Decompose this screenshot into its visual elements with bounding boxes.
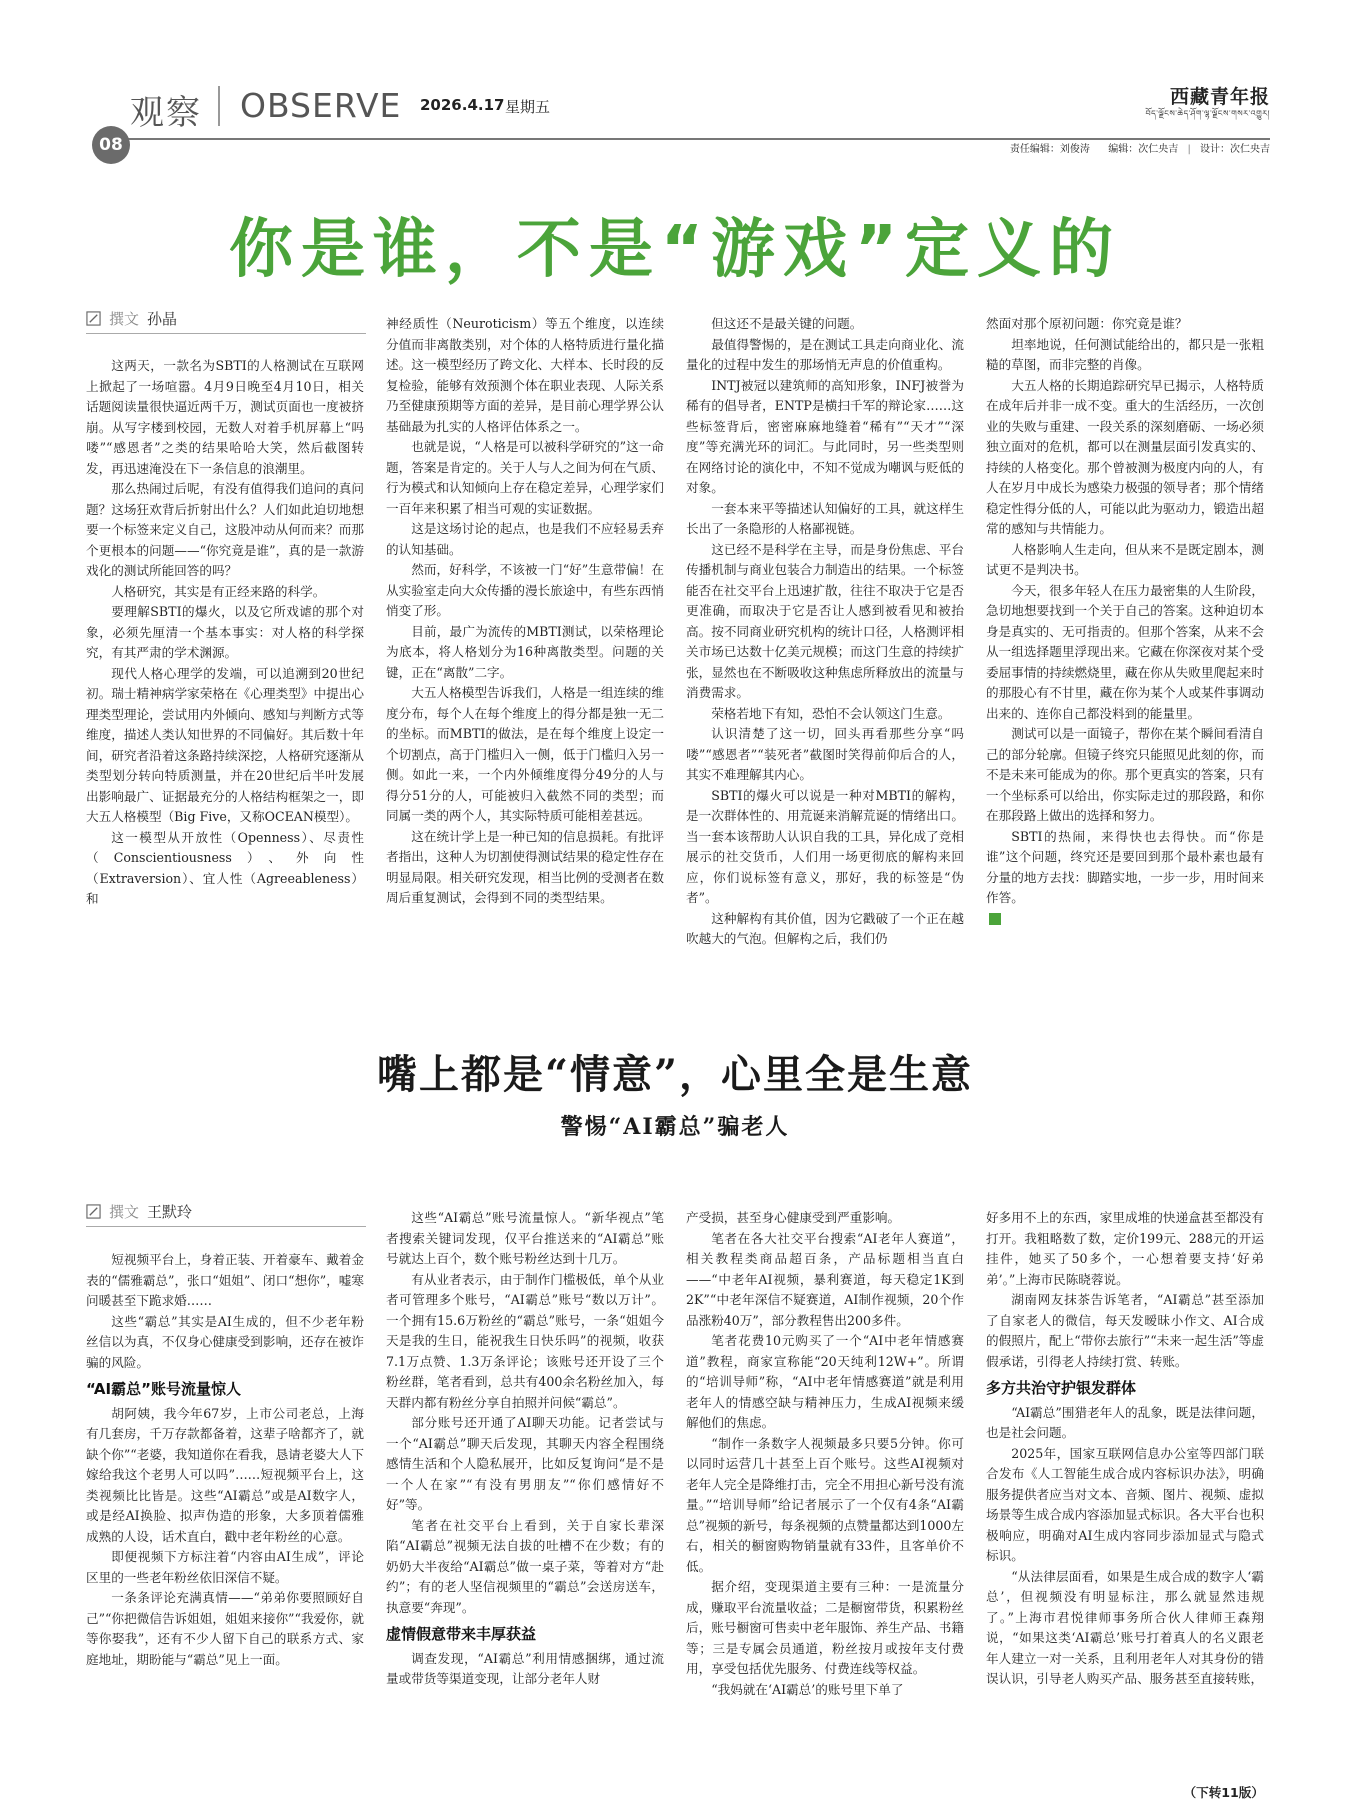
article1-author: 孙晶 (147, 310, 178, 328)
paragraph: 笔者花费10元购买了一个“AI中老年情感赛道”教程，商家宣称能“20天纯利12W+”。所谓的“培训导师”称，“AI中老年情感赛道”就是利用老年人的情感空缺与精神压力，生成AI视频来缓解他们的焦虑。 (686, 1333, 964, 1430)
article1-column-3 (686, 314, 964, 950)
paragraph: 这已经不是科学在主导，而是身份焦虑、平台传播机制与商业包装合力制造出的结果。一个标签能否在社交平台上迅速扩散，往往不取决于它是否更准确，而取决于它是否让人感到被看见和被抬高。按不同商业研究机构的统计口径，人格测评相关市场已达数十亿美元规模；而这门生意的持续扩张，显然也在不断吸收这种焦虑所释放出的流量与消费需求。 (686, 541, 964, 700)
section-divider (218, 86, 220, 126)
paragraph: 这些“AI霸总”账号流量惊人。“新华视点”笔者搜索关键词发现，仅平台推送来的“AI霸总”账号就达上百个，数个账号粉丝达到十几万。 (386, 1210, 664, 1266)
paragraph: 最值得警惕的，是在测试工具走向商业化、流量化的过程中发生的那场悄无声息的价值重构。 (686, 336, 964, 372)
paragraph: 要理解SBTI的爆火，以及它所戏谑的那个对象，必须先厘清一个基本事实：对人格的科学探究，有其严肃的学术渊源。 (86, 604, 364, 660)
end-mark-icon (989, 913, 1001, 925)
paragraph: 据介绍，变现渠道主要有三种：一是流量分成，赚取平台流量收益；二是橱窗带货，积累粉丝后，账号橱窗可售卖中老年服饰、养生产品、书籍等；三是专属会员通道，粉丝按月或按年支付费用，享受包括优先服务、付费连线等权益。 (686, 1579, 964, 1676)
paragraph: 这是这场讨论的起点，也是我们不应轻易丢弃的认知基础。 (386, 521, 664, 557)
paragraph: 荣格若地下有知，恐怕不会认领这门生意。 (711, 705, 951, 721)
editor-credits: 责任编辑：刘俊涛 编辑：次仁央吉 | 设计：次仁央吉 (1009, 144, 1270, 155)
byline-rule (86, 1226, 366, 1227)
paragraph: 神经质性（Neuroticism）等五个维度，以连续分值而非离散类别，对个体的人格特质进行量化描述。这一模型经历了跨文化、大样本、长时段的反复检验，能够有效预测个体在职业表现、人际关系乃至健康预期等方面的差异，是目前心理学界公认基础最为扎实的人格评估体系之一。 (386, 316, 664, 434)
section-name-en: OBSERVE (240, 86, 402, 125)
article2-column-2 (386, 1208, 664, 1690)
paragraph: 大五人格的长期追踪研究早已揭示，人格特质在成年后并非一成不变。重大的生活经历，一次创业的失败与重建、一段关系的深刻磨砺、一场必须独立面对的危机，都可以在测量层面引发真实的、持续的人格变化。那个曾被测为极度内向的人，有人在岁月中成长为感染力极强的领导者；那个情绪稳定性得分低的人，可能以此为驱动力，锻造出超常的感知与共情能力。 (986, 377, 1264, 536)
paragraph: 然而，好科学，不该被一门“好”生意带偏！在从实验室走向大众传播的漫长旅途中，有些东西悄悄变了形。 (386, 562, 664, 618)
paragraph: INTJ被冠以建筑师的高知形象，INFJ被誉为稀有的倡导者，ENTP是横扫千军的辩论家……这些标签背后，密密麻麻地缝着“稀有”“天才”“深度”等充满光环的词汇。与此同时，另一些类型则在网络讨论的演化中，不知不觉成为嘲讽与贬低的对象。 (686, 377, 964, 495)
paragraph: 那么热闹过后呢，有没有值得我们追问的真问题？这场狂欢背后折射出什么？人们如此迫切地想要一个标签来定义自己，这股冲动从何而来？而那个更根本的问题——“你究竟是谁”，真的是一款游戏化的测试所能回答的吗？ (86, 481, 364, 578)
paragraph: 部分账号还开通了AI聊天功能。记者尝试与一个“AI霸总”聊天后发现，其聊天内容全程围绕感情生活和个人隐私展开，比如反复询问“是不是一个人在家”“有没有男朋友”“你们感情好不好”等。 (386, 1415, 664, 1512)
article1-headline: 你是谁，不是“游戏”定义的 (228, 213, 1122, 287)
paragraph: 一条条评论充满真情——“弟弟你要照顾好自己”“你把微信告诉姐姐，姐姐来接你”“我爱你，就等你娶我”，还有不少人留下自己的联系方式、家庭地址，期盼能与“霸总”见上一面。 (86, 1590, 364, 1667)
article2-column-3 (686, 1208, 964, 1700)
article2-headline: 嘴上都是“情意”，心里全是生意 (376, 1051, 973, 1098)
section-name-cn: 观察 (130, 93, 202, 133)
paragraph: 人格影响人生走向，但从来不是既定剧本，测试更不是判决书。 (986, 541, 1264, 577)
paragraph: “AI霸总”围猎老年人的乱象，既是法律问题，也是社会问题。 (986, 1404, 1264, 1440)
page-number-badge: 08 (92, 126, 130, 164)
byline-rule (86, 333, 366, 334)
paragraph: 短视频平台上，身着正装、开着豪车、戴着金表的“儒雅霸总”，张口“姐姐”、闭口“想你”，嘘寒问暖甚至下跪求婚…… (86, 1252, 364, 1308)
editor-name: 刘俊涛 (1059, 144, 1090, 155)
paragraph: 这两天，一款名为SBTI的人格测试在互联网上掀起了一场喧嚣。4月9日晚至4月10日，相关话题阅读量很快逼近两千万，测试页面也一度被挤崩。从写字楼到校园，无数人对着手机屏幕上“吗喽”“感恩者”之类的结果哈哈大笑，然后截图转发，再迅速淹没在下一条信息的浪潮里。 (86, 358, 364, 476)
subheading: 多方共治守护银发群体 (986, 1379, 1137, 1397)
designer-name: 次仁央吉 (1230, 144, 1270, 155)
paragraph: 产受损，甚至身心健康受到严重影响。 (686, 1210, 901, 1225)
paragraph: 这一模型从开放性（Openness）、尽责性（Conscientiousness）、外向性（Extraversion）、宜人性（Agreeableness）和 (86, 829, 364, 906)
copy-editor-name: 次仁央吉 (1138, 144, 1179, 155)
paragraph: 湖南网友抹茶告诉笔者，“AI霸总”甚至添加了自家老人的微信，每天发暧昧小作文、AI合成的假照片，配上“带你去旅行”“未来一起生活”等虚假承诺，引得老人持续打赏、转账。 (986, 1292, 1264, 1369)
paragraph: 笔者在社交平台上看到，关于自家长辈深陷“AI霸总”视频无法自拔的吐槽不在少数；有的奶奶大半夜给“AI霸总”做一桌子菜，等着对方“赴约”；有的老人坚信视频里的“霸总”会送房送车，执意要“奔现”。 (386, 1517, 664, 1615)
paragraph: 这些“霸总”其实是AI生成的，但不少老年粉丝信以为真，不仅身心健康受到影响，还存在被诈骗的风险。 (86, 1313, 364, 1370)
paragraph: SBTI的热闹，来得快也去得快。而“你是谁”这个问题，终究还是要回到那个最朴素也最有分量的地方去找：脚踏实地，一步一步，用时间来作答。 (986, 828, 1264, 905)
paragraph: “制作一条数字人视频最多只要5分钟。你可以同时运营几十甚至上百个账号。这些AI视频对老年人完全是降维打击，完全不用担心新号没有流量。”“培训导师”给记者展示了一个仅有4条“AI霸总”视频的新号，每条视频的点赞量都达到1000左右，相关的橱窗购物销量就有33件，且客单价不低。 (686, 1435, 964, 1574)
subheading: 虚情假意带来丰厚获益 (386, 1625, 537, 1643)
paragraph: 但这还不是最关键的问题。 (711, 316, 863, 331)
subheading: “AI霸总”账号流量惊人 (86, 1380, 241, 1398)
paragraph: 即便视频下方标注着“内容由AI生成”，评论区里的一些老年粉丝依旧深信不疑。 (86, 1549, 364, 1585)
paragraph: 大五人格模型告诉我们，人格是一组连续的维度分布，每个人在每个维度上的得分都是独一无二的坐标。而MBTI的做法，是在每个维度上设定一个切割点，高于门槛归入一侧，低于门槛归入另一侧。如此一来，一个内外倾维度得分49分的人与得分51分的人，可能被归入截然不同的类型；而同属一类的两个人，其实际特质可能相差甚远。 (386, 685, 664, 823)
paragraph: 今天，很多年轻人在压力最密集的人生阶段，急切地想要找到一个关于自己的答案。这种迫切本身是真实的、无可指责的。但那个答案，从来不会从一组选择题里浮现出来。它藏在你深夜对某个受委屈事情的持续燃烧里，藏在你从失败里爬起来时的那股心有不甘里，藏在你为某个人或某件事调动出来的、连你自己都没料到的能量里。 (986, 582, 1264, 721)
continued-note: （下转11版） (1183, 1785, 1264, 1800)
byline-label: 撰文 (109, 1203, 140, 1221)
paragraph: 调查发现，“AI霸总”利用情感捆绑，通过流量或带货等渠道变现，让部分老年人财 (386, 1650, 664, 1686)
pen-icon (86, 1204, 101, 1219)
paragraph: 认识清楚了这一切，回头再看那些分享“吗喽”“感恩者”“装死者”截图时笑得前仰后合的人，其实不难理解其内心。 (686, 726, 964, 782)
paragraph: “从法律层面看，如果是生成合成的数字人‘霸总’，但视频没有明显标注，那么就显然违规了。”上海市君悦律师事务所合伙人律师王森翔说，“如果这类‘AI霸总’账号打着真人的名义跟老年人建立一对一关系，且利用老年人对其身份的错误认识，引导老人购买产品、服务甚至直接转账， (986, 1568, 1264, 1686)
issue-date: 2026.4.17 (420, 96, 505, 114)
masthead-tibetan: བོད་ལྗོངས་ཆེད་ཤོག་ལྷ་ལྗོངས་གསར་འགྱུར། (1145, 109, 1270, 118)
article1-column-4 (986, 314, 1264, 929)
article2-column-4 (986, 1208, 1264, 1690)
article1-byline (86, 308, 177, 329)
paragraph: 坦率地说，任何测试能给出的，都只是一张粗糙的草图，而非完整的肖像。 (986, 336, 1264, 372)
paragraph: 胡阿姨，我今年67岁，上市公司老总，上海有几套房，千万存款都备着，这辈子啥都齐了，就缺个你”“老婆，我知道你在看我，恳请老婆大人下嫁给我这个老男人可以吗”……短视频平台上，这类视频比比皆是。这些“AI霸总”或是AI数字人，或是经AI换脸、拟声伪造的形象，大多顶着儒雅成熟的人设，话术直白，戳中老年粉丝的心意。 (86, 1405, 364, 1544)
article1-column-2 (386, 314, 664, 909)
article1-column-1 (86, 356, 364, 910)
byline-label: 撰文 (109, 310, 140, 328)
paragraph: 这种解构有其价值，因为它戳破了一个正在越吹越大的气泡。但解构之后，我们仍 (686, 910, 964, 946)
paragraph: 人格研究，其实是有正经来路的科学。 (111, 583, 326, 599)
article2-column-1 (86, 1250, 364, 1670)
paragraph: 2025年，国家互联网信息办公室等四部门联合发布《人工智能生成合成内容标识办法》，明确服务提供者应当对文本、音频、图片、视频、虚拟场景等生成合成内容添加显式标识。各大平台也积极响应，明确对AI生成内容同步添加显式与隐式标识。 (986, 1445, 1264, 1563)
paragraph: 也就是说，“人格是可以被科学研究的”这一命题，答案是肯定的。关于人与人之间为何在气质、行为模式和认知倾向上存在稳定差异，心理学家们一百年来积累了相当可观的实证数据。 (386, 439, 664, 516)
paragraph: 这在统计学上是一种已知的信息损耗。有批评者指出，这种人为切割使得测试结果的稳定性存在明显局限。相关研究发现，相当比例的受测者在数周后重复测试，会得到不同的类型结果。 (386, 828, 664, 905)
article2-byline (86, 1201, 192, 1222)
article2-author: 王默玲 (147, 1203, 193, 1221)
masthead: 西藏青年报 (1169, 86, 1270, 108)
paragraph: 笔者在各大社交平台搜索“AI老年人赛道”，相关教程类商品超百条，产品标题相当直白——“中老年AI视频，暴利赛道，每天稳定1K到2K”“中老年深信不疑赛道，AI制作视频，20个作品涨粉40万”，部分教程售出200多件。 (686, 1230, 964, 1328)
issue-weekday: 星期五 (505, 98, 551, 116)
paragraph: 测试可以是一面镜子，帮你在某个瞬间看清自己的部分轮廓。但镜子终究只能照见此刻的你，而不是未来可能成为的你。那个更真实的答案，只有一个坐标系可以给出，你实际走过的那段路，和你在那段路上做出的选择和努力。 (986, 726, 1264, 823)
paragraph: 好多用不上的东西，家里成堆的快递盒甚至都没有打开。我粗略数了数，定价199元、288元的开运挂件，她买了50多个，一心想着要支持‘好弟弟’。”上海市民陈晓蓉说。 (986, 1210, 1264, 1287)
paragraph: 然面对那个原初问题：你究竟是谁？ (986, 316, 1188, 331)
paragraph: 现代人格心理学的发端，可以追溯到20世纪初。瑞士精神病学家荣格在《心理类型》中提出心理类型理论，尝试用内外倾向、感知与判断方式等维度，描述人类认知世界的不同偏好。其后数十年间，研究者沿着这条路持续深挖，人格研究逐渐从类型划分转向特质测量，并在20世纪后半叶发展出影响最广、证据最充分的人格结构框架之一，即大五人格模型（Big Five，又称OCEAN模型）。 (86, 665, 364, 824)
paragraph: SBTI的爆火可以说是一种对MBTI的解构，是一次群体性的、用荒诞来消解荒诞的情绪出口。当一套本该帮助人认识自我的工具，异化成了竞相展示的社交货币，人们用一场更彻底的解构来回应，你们说标签有意义，那好，我的标签是“伪者”。 (686, 787, 964, 905)
paragraph: 目前，最广为流传的MBTI测试，以荣格理论为底本，将人格划分为16种离散类型。问题的关键，正在“离散”二字。 (386, 623, 664, 680)
pen-icon (86, 311, 101, 326)
paragraph: “我妈就在‘AI霸总’的账号里下单了 (711, 1681, 904, 1697)
paragraph: 一套本来平等描述认知偏好的工具，就这样生长出了一条隐形的人格鄙视链。 (686, 500, 964, 536)
paragraph: 有从业者表示，由于制作门槛极低，单个从业者可管理多个账号，“AI霸总”账号“数以万计”。一个拥有15.6万粉丝的“霸总”账号，一条“姐姐今天是我的生日，能祝我生日快乐吗”的视频，收获7.1万点赞、1.3万条评论；该账号还开设了三个粉丝群，笔者看到，总共有400余名粉丝加入，每天群内都有粉丝分享自拍照并问候“霸总”。 (386, 1271, 664, 1410)
article2-subheadline: 警惕“AI霸总”骗老人 (560, 1114, 790, 1140)
